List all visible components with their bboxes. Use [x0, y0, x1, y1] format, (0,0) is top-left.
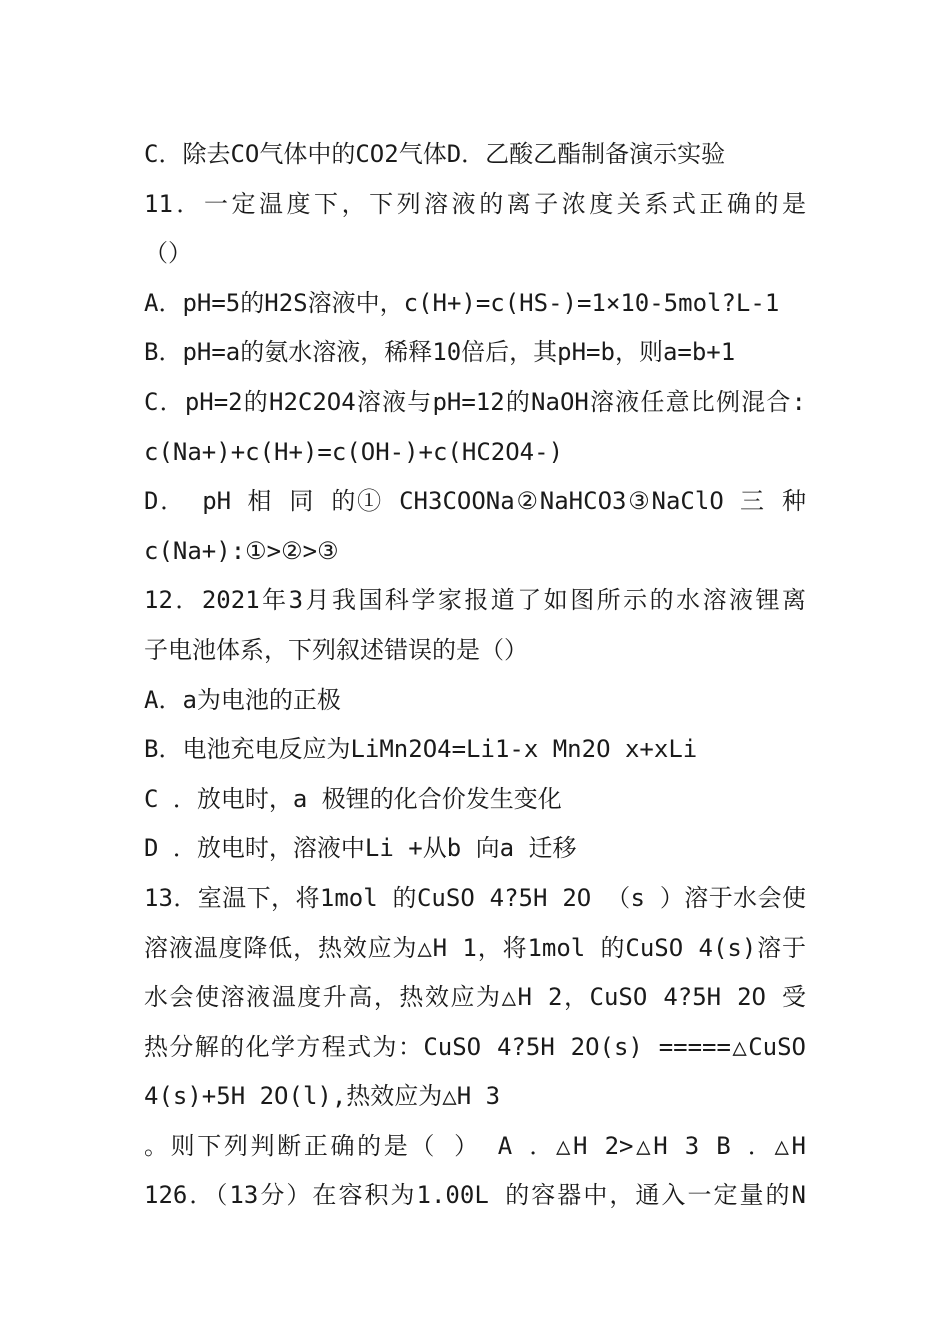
text-line-option-d-q12: D ．放电时，溶液中Li +从b 向a 迁移: [144, 834, 577, 863]
text-line-option-d-q11: D． pH 相 同 的① CH3COONa②NaHCO3③NaClO 三 种: [144, 487, 806, 516]
text-line-question-13-options: 。则下列判断正确的是（ ） A ．△H 2>△H 3 B ．△H: [144, 1131, 806, 1160]
text-line-option-c-q11: C．pH=2的H2C2O4溶液与pH=12的NaOH溶液任意比例混合:: [144, 387, 806, 416]
text-line-question-13: 13．室温下，将1mol 的CuSO 4?5H 2O （s ）溶于水会使: [144, 883, 806, 912]
text-line-question-13-cont-2: 水会使溶液温度升高，热效应为△H 2，CuSO 4?5H 2O 受: [144, 983, 806, 1012]
text-line-option-c-q10: C．除去CO气体中的CO2气体D．乙酸乙酯制备演示实验: [144, 140, 726, 168]
text-line-option-c-q11-cont: c(Na+)+c(H+)=c(OH-)+c(HC2O4-): [144, 437, 564, 466]
text-line-option-a-q12: A．a为电池的正极: [144, 685, 341, 714]
text-line-option-b-q11: B．pH=a的氨水溶液，稀释10倍后，其pH=b，则a=b+1: [144, 338, 736, 367]
text-line-question-11: 11．一定温度下，下列溶液的离子浓度关系式正确的是: [144, 189, 806, 218]
text-line-option-b-q12: B．电池充电反应为LiMn2O4=Li1-x Mn2O x+xLi: [144, 735, 698, 764]
text-line-question-13-cont-4: 4(s)+5H 2O(l),热效应为△H 3: [144, 1082, 501, 1111]
text-line-question-26: 126．（13分）在容积为1.00L 的容器中，通入一定量的N: [144, 1181, 806, 1210]
text-line-question-12-cont: 子电池体系，下列叙述错误的是（）: [144, 635, 528, 664]
text-line-option-a-q11: A．pH=5的H2S溶液中，c(H+)=c(HS-)=1×10-5mol?L-1: [144, 288, 780, 317]
text-line-option-c-q12: C ．放电时，a 极锂的化合价发生变化: [144, 784, 562, 813]
text-line-option-d-q11-cont: c(Na+):①>②>③: [144, 536, 339, 565]
document-body: [144, 130, 806, 1221]
text-line-question-11-paren: （）: [144, 239, 192, 268]
text-line-question-13-cont-3: 热分解的化学方程式为：CuSO 4?5H 2O(s) =====△CuSO: [144, 1032, 806, 1061]
text-line-question-12: 12．2021年3月我国科学家报道了如图所示的水溶液锂离: [144, 586, 806, 615]
text-line-question-13-cont-1: 溶液温度降低，热效应为△H 1，将1mol 的CuSO 4(s)溶于: [144, 933, 806, 962]
